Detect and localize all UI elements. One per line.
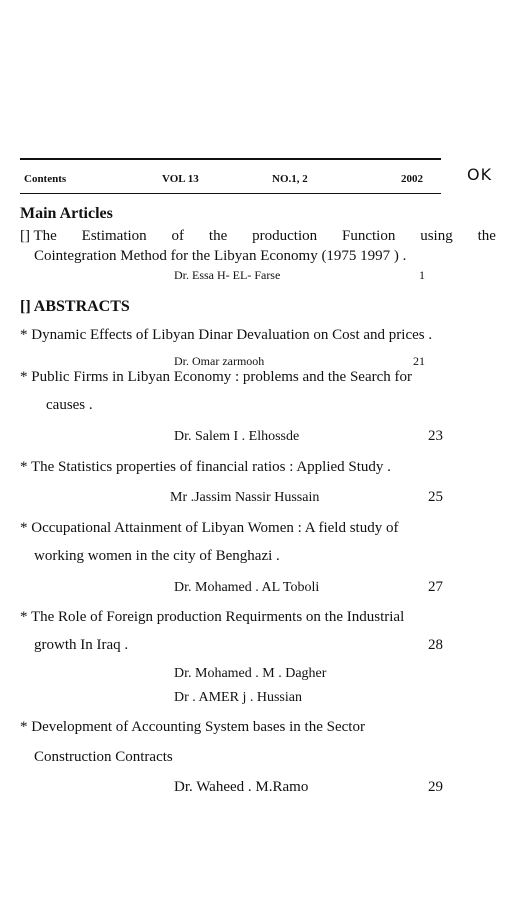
abstract-4-title-line1: * Occupational Attainment of Libyan Women : A field study of xyxy=(20,520,399,536)
abstract-2-author: Dr. Salem I . Elhossde xyxy=(174,429,300,444)
abstract-2-title-line2: causes . xyxy=(46,397,93,413)
main-article-title-line2: Cointegration Method for the Libyan Economy (1975 1997 ) . xyxy=(34,248,407,264)
header-year: 2002 xyxy=(401,173,423,185)
abstract-1-page: 21 xyxy=(413,354,425,368)
abstract-1-author: Dr. Omar zarmooh xyxy=(174,354,265,368)
abstracts-heading: [] ABSTRACTS xyxy=(20,298,130,315)
abstract-4-title-line2: working women in the city of Benghazi . xyxy=(34,548,280,564)
abstract-6-author: Dr. Waheed . M.Ramo xyxy=(174,779,309,795)
header-bottom-rule xyxy=(20,193,441,194)
title-word: [] The xyxy=(20,228,57,244)
header-volume: VOL 13 xyxy=(162,173,199,185)
abstract-6-title-line1: * Development of Accounting System bases in the Sector xyxy=(20,719,365,735)
abstract-5-page: 28 xyxy=(428,637,443,653)
abstract-3-page: 25 xyxy=(428,489,443,505)
header-number: NO.1, 2 xyxy=(272,173,308,185)
title-word: using xyxy=(420,228,453,244)
abstract-6-page: 29 xyxy=(428,779,443,795)
title-word: of xyxy=(171,228,185,244)
title-word: Function xyxy=(342,228,396,244)
main-article-title-line1 xyxy=(20,228,496,245)
abstract-2-title-line1: * Public Firms in Libyan Economy : problems and the Search for xyxy=(20,369,413,385)
abstract-5-title-line2: growth In Iraq . xyxy=(34,637,129,653)
handwritten-ok-mark: OK xyxy=(467,165,493,184)
main-article-author: Dr. Essa H- EL- Farse xyxy=(174,268,281,282)
main-article-page: 1 xyxy=(419,268,425,282)
title-word: the xyxy=(477,228,496,244)
header-contents: Contents xyxy=(24,173,67,185)
main-articles-heading: Main Articles xyxy=(20,205,113,222)
abstract-5-author-2: Dr . AMER j . Hussian xyxy=(174,690,302,705)
title-word: the xyxy=(208,228,228,244)
abstract-3-author: Mr .Jassim Nassir Hussain xyxy=(170,490,320,505)
title-word: production xyxy=(252,228,318,244)
abstract-5-author-1: Dr. Mohamed . M . Dagher xyxy=(174,666,327,681)
abstract-2-page: 23 xyxy=(428,428,443,444)
abstract-4-author: Dr. Mohamed . AL Toboli xyxy=(174,580,320,595)
title-word: Estimation xyxy=(81,228,147,244)
abstract-4-page: 27 xyxy=(428,579,443,595)
header-top-rule xyxy=(20,158,441,160)
abstract-3-title: * The Statistics properties of financial ratios : Applied Study . xyxy=(20,459,391,475)
abstract-6-title-line2: Construction Contracts xyxy=(34,749,173,765)
abstract-1-title: * Dynamic Effects of Libyan Dinar Devaluation on Cost and prices . xyxy=(20,327,433,343)
abstract-5-title-line1: * The Role of Foreign production Requirments on the Industrial xyxy=(20,609,405,625)
